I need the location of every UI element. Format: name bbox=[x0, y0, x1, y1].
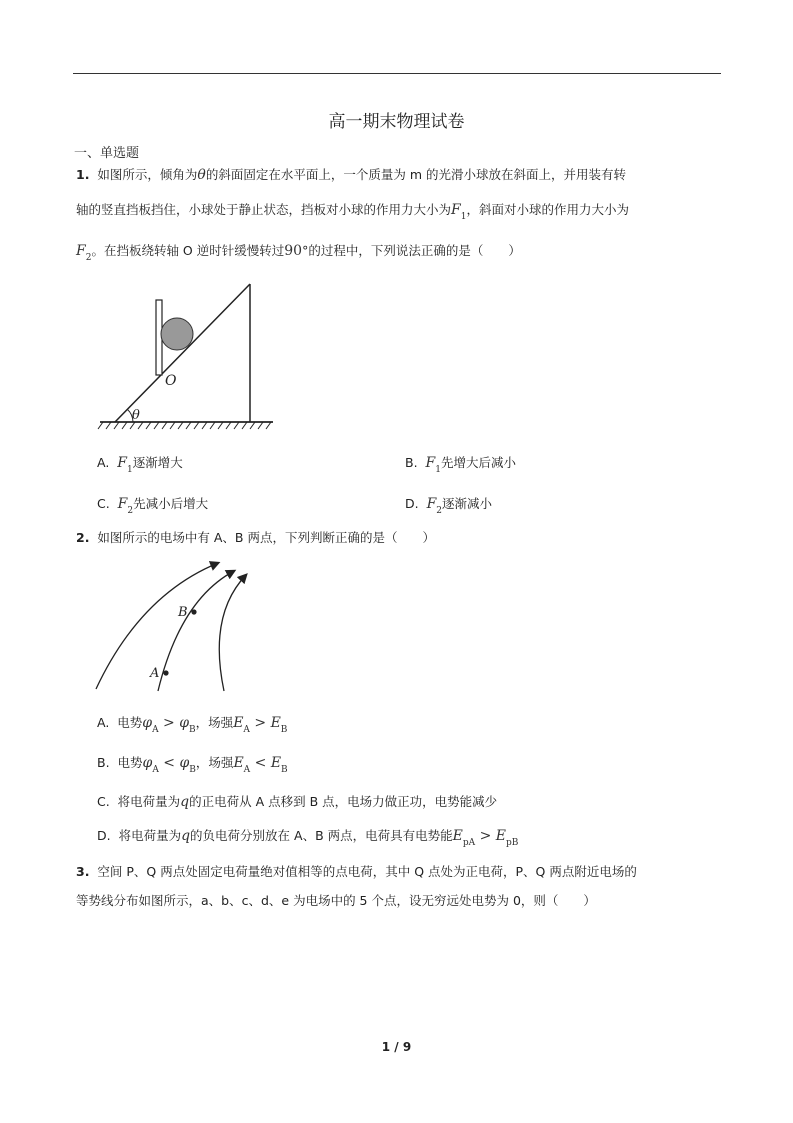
q1-line3: $F_2$。在挡板绕转轴 O 逆时针缓慢转过90°的过程中，下列说法正确的是（ ） bbox=[76, 243, 521, 263]
page-number: 1 / 9 bbox=[381, 1040, 412, 1054]
ground-hatching bbox=[98, 422, 271, 429]
q2-option-a[interactable]: A. 电势$\varphi_A > \varphi_B$，场强$E_A > E_B$ bbox=[97, 715, 288, 735]
ball bbox=[161, 318, 193, 350]
header-rule bbox=[73, 73, 721, 74]
q1-number: 1. bbox=[76, 167, 90, 182]
q1-option-c[interactable]: C. $F_2$先减小后增大 bbox=[97, 496, 209, 516]
point-b bbox=[191, 609, 196, 614]
q1-line2: 轴的竖直挡板挡住，小球处于静止状态，挡板对小球的作用力大小为$F_1$，斜面对小球的作用力大小为 bbox=[76, 202, 629, 222]
q1-line1: 1. 如图所示，倾角为θ的斜面固定在水平面上，一个质量为 m 的光滑小球放在斜面上，并用装有转 bbox=[76, 167, 626, 183]
point-a bbox=[163, 670, 168, 675]
page-title: 高一期末物理试卷 bbox=[328, 112, 465, 132]
field-line-middle bbox=[158, 571, 234, 691]
label-O: O bbox=[165, 373, 177, 389]
q3-number: 3. bbox=[76, 864, 90, 879]
label-theta: θ bbox=[132, 408, 140, 423]
q2-figure bbox=[90, 555, 260, 700]
field-line-right bbox=[219, 575, 246, 691]
q1-option-b[interactable]: B. $F_1$先增大后减小 bbox=[405, 455, 516, 475]
q2-stem: 2. 如图所示的电场中有 A、B 两点，下列判断正确的是（ ） bbox=[76, 530, 435, 545]
q2-number: 2. bbox=[76, 530, 90, 545]
q1-option-d[interactable]: D. $F_2$逐渐减小 bbox=[405, 496, 493, 516]
q2-option-d[interactable]: D. 将电荷量为q的负电荷分别放在 A、B 两点，电荷具有电势能$E_{pA} > E_{pB}$ bbox=[97, 828, 519, 848]
label-a: A bbox=[150, 666, 160, 681]
q2-option-c[interactable]: C. 将电荷量为q的正电荷从 A 点移到 B 点，电场力做正功，电势能减少 bbox=[97, 794, 498, 810]
incline-hypotenuse bbox=[115, 284, 250, 422]
label-b: B bbox=[178, 605, 188, 620]
q3-line2: 等势线分布如图所示，a、b、c、d、e 为电场中的 5 个点，设无穷远处电势为 0，则（ ） bbox=[76, 893, 596, 908]
q2-option-b[interactable]: B. 电势$\varphi_A < \varphi_B$，场强$E_A < E_B$ bbox=[97, 755, 288, 775]
q1-option-a[interactable]: A. $F_1$逐渐增大 bbox=[97, 455, 183, 475]
section-heading: 一、单选题 bbox=[74, 146, 140, 161]
q1-figure bbox=[95, 280, 280, 440]
q3-line1: 3. 空间 P、Q 两点处固定电荷量绝对值相等的点电荷，其中 Q 点处为正电荷，P、Q 两点附近电场的 bbox=[76, 864, 637, 879]
